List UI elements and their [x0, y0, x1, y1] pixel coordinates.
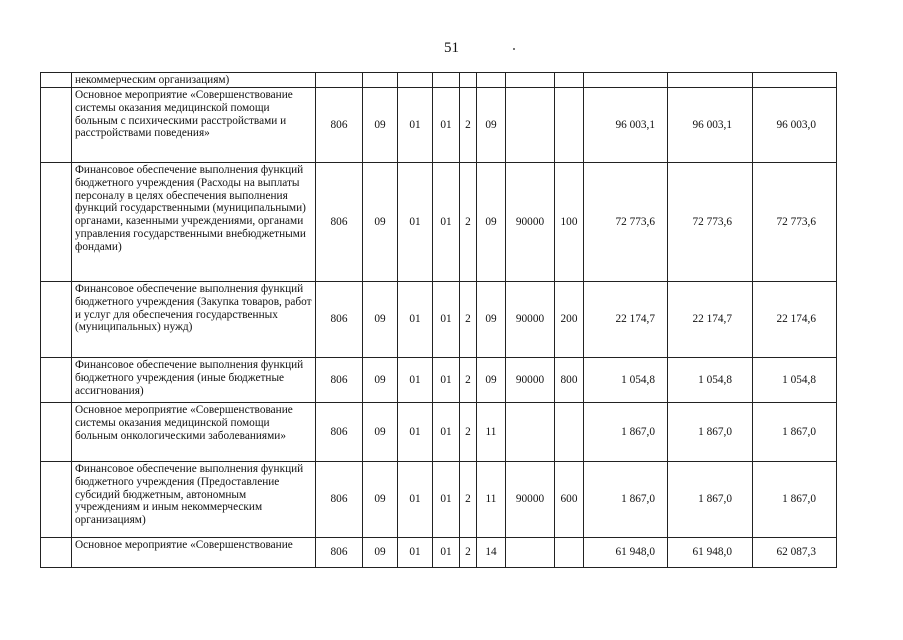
admin-code: 806: [316, 88, 363, 163]
row-description: некоммерческим организациям): [72, 73, 316, 88]
direction-code: 90000: [506, 358, 555, 403]
amount-year-3: 22 174,6: [753, 282, 837, 358]
amount-year-3: 96 003,0: [753, 88, 837, 163]
amount-year-3: 1 054,8: [753, 358, 837, 403]
amount-year-3: 72 773,6: [753, 163, 837, 282]
event-code: 11: [477, 403, 506, 462]
row-description: Основное мероприятие «Совершенствование системы оказания медицинской помощи больным с психическими расстройствами и расстройствами поведения»: [72, 88, 316, 163]
program-code: 01: [433, 403, 460, 462]
section-code: 09: [363, 282, 398, 358]
amount-year-1: 61 948,0: [584, 538, 668, 568]
section-code: [363, 73, 398, 88]
program-code: 01: [433, 358, 460, 403]
subsection-code: 01: [398, 462, 433, 538]
admin-code: 806: [316, 358, 363, 403]
event-code: 09: [477, 282, 506, 358]
subprogram-code: 2: [460, 358, 477, 403]
row-description: Финансовое обеспечение выполнения функций бюджетного учреждения (Расходы на выплаты персоналу в целях обеспечения выполнения функций государственными (муниципальными) органами, казенными учреждениями, органами управления государственными внебюджетными фондами): [72, 163, 316, 282]
subprogram-code: 2: [460, 538, 477, 568]
section-code: 09: [363, 163, 398, 282]
expense-type-code: [555, 403, 584, 462]
row-description: Основное мероприятие «Совершенствование системы оказания медицинской помощи больным онкологическими заболеваниями»: [72, 403, 316, 462]
amount-year-1: 72 773,6: [584, 163, 668, 282]
amount-year-2: 72 773,6: [668, 163, 753, 282]
expense-type-code: 800: [555, 358, 584, 403]
table-row: [41, 163, 837, 282]
blank-cell: [41, 88, 72, 163]
amount-year-1: 1 054,8: [584, 358, 668, 403]
amount-year-1: [584, 73, 668, 88]
blank-cell: [41, 282, 72, 358]
subprogram-code: 2: [460, 462, 477, 538]
subprogram-code: 2: [460, 282, 477, 358]
blank-cell: [41, 538, 72, 568]
event-code: 09: [477, 163, 506, 282]
subprogram-code: 2: [460, 163, 477, 282]
amount-year-1: 22 174,7: [584, 282, 668, 358]
amount-year-2: 61 948,0: [668, 538, 753, 568]
table-row: [41, 403, 837, 462]
budget-table: [40, 72, 837, 568]
expense-type-code: [555, 88, 584, 163]
subsection-code: 01: [398, 538, 433, 568]
amount-year-2: 1 867,0: [668, 403, 753, 462]
table-row: [41, 462, 837, 538]
event-code: [477, 73, 506, 88]
section-code: 09: [363, 462, 398, 538]
section-code: 09: [363, 538, 398, 568]
direction-code: [506, 73, 555, 88]
event-code: 09: [477, 88, 506, 163]
amount-year-2: [668, 73, 753, 88]
row-description: Финансовое обеспечение выполнения функций бюджетного учреждения (Предоставление субсидий бюджетным, автономным учреждениям и иным некоммерческим организациям): [72, 462, 316, 538]
direction-code: [506, 403, 555, 462]
admin-code: 806: [316, 462, 363, 538]
admin-code: 806: [316, 403, 363, 462]
amount-year-1: 96 003,1: [584, 88, 668, 163]
amount-year-1: 1 867,0: [584, 462, 668, 538]
admin-code: 806: [316, 282, 363, 358]
subsection-code: [398, 73, 433, 88]
page-number: 51: [444, 40, 459, 56]
amount-year-2: 1 054,8: [668, 358, 753, 403]
expense-type-code: 600: [555, 462, 584, 538]
event-code: 11: [477, 462, 506, 538]
blank-cell: [41, 358, 72, 403]
subsection-code: 01: [398, 403, 433, 462]
expense-type-code: 200: [555, 282, 584, 358]
blank-cell: [41, 163, 72, 282]
program-code: 01: [433, 163, 460, 282]
amount-year-2: 1 867,0: [668, 462, 753, 538]
direction-code: [506, 538, 555, 568]
expense-type-code: [555, 538, 584, 568]
section-code: 09: [363, 88, 398, 163]
program-code: 01: [433, 282, 460, 358]
table-row: [41, 538, 837, 568]
amount-year-1: 1 867,0: [584, 403, 668, 462]
subprogram-code: 2: [460, 88, 477, 163]
table-row: [41, 282, 837, 358]
subsection-code: 01: [398, 282, 433, 358]
amount-year-3: [753, 73, 837, 88]
table-row: [41, 88, 837, 163]
blank-cell: [41, 73, 72, 88]
row-description: Основное мероприятие «Совершенствование: [72, 538, 316, 568]
amount-year-3: 62 087,3: [753, 538, 837, 568]
row-description: Финансовое обеспечение выполнения функций бюджетного учреждения (Закупка товаров, работ и услуг для обеспечения государственных (муниципальных) нужд): [72, 282, 316, 358]
scan-speck: [513, 48, 515, 50]
program-code: 01: [433, 462, 460, 538]
expense-type-code: [555, 73, 584, 88]
table-row: [41, 73, 837, 88]
amount-year-3: 1 867,0: [753, 462, 837, 538]
subsection-code: 01: [398, 358, 433, 403]
subsection-code: 01: [398, 163, 433, 282]
blank-cell: [41, 403, 72, 462]
expense-type-code: 100: [555, 163, 584, 282]
direction-code: 90000: [506, 462, 555, 538]
admin-code: [316, 73, 363, 88]
program-code: [433, 73, 460, 88]
subprogram-code: [460, 73, 477, 88]
amount-year-3: 1 867,0: [753, 403, 837, 462]
direction-code: 90000: [506, 282, 555, 358]
table-row: [41, 358, 837, 403]
direction-code: [506, 88, 555, 163]
admin-code: 806: [316, 163, 363, 282]
program-code: 01: [433, 538, 460, 568]
subprogram-code: 2: [460, 403, 477, 462]
amount-year-2: 96 003,1: [668, 88, 753, 163]
program-code: 01: [433, 88, 460, 163]
event-code: 14: [477, 538, 506, 568]
section-code: 09: [363, 358, 398, 403]
amount-year-2: 22 174,7: [668, 282, 753, 358]
section-code: 09: [363, 403, 398, 462]
row-description: Финансовое обеспечение выполнения функций бюджетного учреждения (иные бюджетные ассигнования): [72, 358, 316, 403]
event-code: 09: [477, 358, 506, 403]
direction-code: 90000: [506, 163, 555, 282]
admin-code: 806: [316, 538, 363, 568]
blank-cell: [41, 462, 72, 538]
subsection-code: 01: [398, 88, 433, 163]
